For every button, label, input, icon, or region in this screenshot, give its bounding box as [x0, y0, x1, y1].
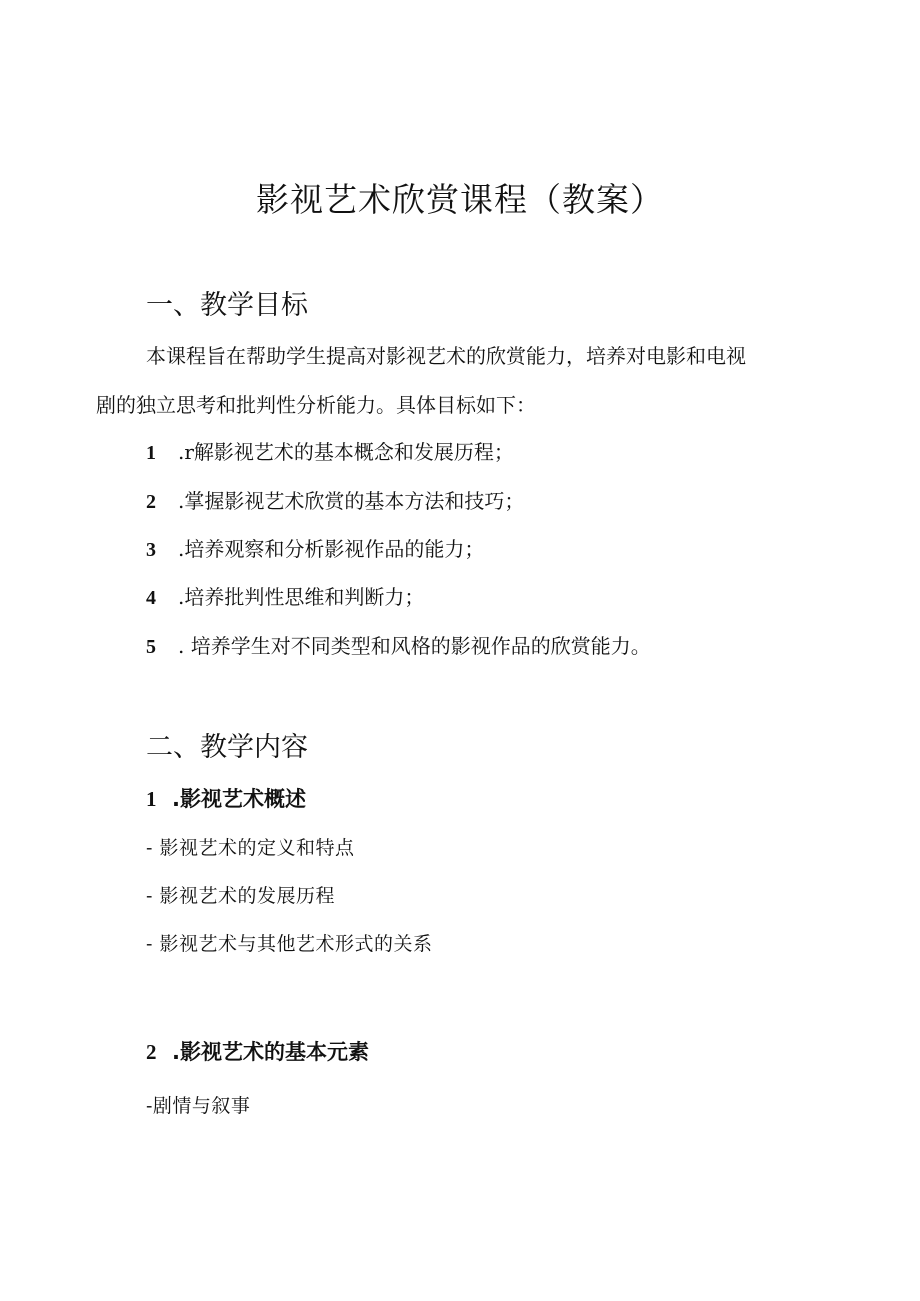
intro-paragraph-line-2: 剧的独立思考和批判性分析能力。具体目标如下： — [96, 393, 536, 417]
subsection-heading-overview — [146, 783, 306, 815]
goal-item — [146, 582, 424, 613]
section-heading-objectives: 一、教学目标 — [146, 290, 308, 321]
goal-text: .培养批判性思维和判断力； — [178, 585, 425, 609]
goal-item — [146, 437, 514, 468]
goal-text: .培养观察和分析影视作品的能力； — [178, 537, 485, 561]
subsection-number: 2 — [146, 1040, 157, 1064]
subsection-title: .影视艺术的基本元素 — [172, 1040, 369, 1064]
list-item: - 影视艺术与其他艺术形式的关系 — [146, 933, 433, 955]
goal-item — [146, 534, 484, 565]
subsection-heading-elements — [146, 1036, 369, 1068]
list-item: -剧情与叙事 — [146, 1095, 251, 1117]
goal-item — [146, 631, 651, 662]
goal-number: 3 — [146, 539, 156, 561]
subsection-title: .影视艺术概述 — [172, 787, 306, 811]
goal-number: 5 — [146, 636, 156, 658]
goal-text: . 培养学生对不同类型和风格的影视作品的欣赏能力。 — [178, 634, 651, 658]
goal-number: 1 — [146, 442, 156, 464]
list-item: - 影视艺术的发展历程 — [146, 885, 335, 907]
goal-text: .r解影视艺术的基本概念和发展历程； — [178, 440, 514, 464]
intro-paragraph-line-1: 本课程旨在帮助学生提高对影视艺术的欣赏能力，培养对电影和电视 — [146, 344, 746, 368]
list-item: - 影视艺术的定义和特点 — [146, 837, 355, 859]
document-title: 影视艺术欣赏课程（教案） — [256, 180, 664, 219]
goal-item — [146, 486, 524, 517]
goal-text: .掌握影视艺术欣赏的基本方法和技巧； — [178, 489, 525, 513]
subsection-number: 1 — [146, 787, 157, 811]
section-heading-content: 二、教学内容 — [146, 732, 308, 763]
goal-number: 4 — [146, 587, 156, 609]
goal-number: 2 — [146, 491, 156, 513]
